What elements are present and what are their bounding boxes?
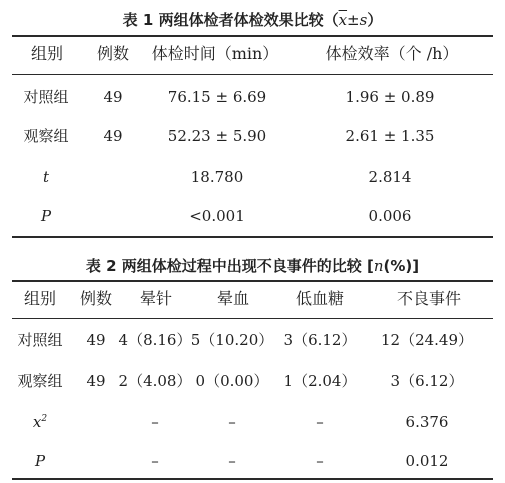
table2-cell: 0.012 [405,452,449,470]
table2-cell: 12（24.49） [380,331,474,349]
table2-header-group: 组别 [23,289,57,308]
table1-cell: 76.15 ± 6.69 [167,88,267,106]
table1-caption-sd-symbol: s [359,11,368,29]
table2-cell: 6.376 [405,413,449,431]
table2-stat-label-p: P [34,452,46,470]
table2-cell: – [228,452,236,470]
table2-cell: 3（6.12） [390,372,464,390]
table1-cell: 49 [103,88,123,106]
table1-cell: 18.780 [190,168,244,186]
table1-stat-label-t: t [42,168,50,186]
table1-caption-close: ） [367,11,383,29]
table2-cell: – [228,413,236,431]
table2-cell: 2（4.08） [118,372,192,390]
table2-header-hypoglycemia: 低血糖 [295,289,345,308]
table1-cell: 对照组 [23,88,69,106]
table1-bottom-rule [12,236,493,238]
table1-top-rule [12,35,493,37]
table1-cell: 观察组 [23,127,69,145]
table2-cell: 5（10.20） [190,331,274,349]
table1-caption-mean-symbol: $\overline{x}$ [338,11,348,29]
table2-cell: 4（8.16） [118,331,192,349]
table1-caption-pm: ± [347,11,360,29]
table2-caption-main: 两组体检过程中出现不良事件的比较 [ [121,257,374,275]
table1-cell: <0.001 [189,207,245,225]
table2-header-count: 例数 [79,289,113,308]
table1-cell: 49 [103,127,123,145]
table2-header-adverse-events: 不良事件 [396,289,462,308]
table2-bottom-rule [12,478,493,480]
table2-header-blood-faint: 晕血 [216,289,250,308]
table1-cell: 2.61 ± 1.35 [345,127,435,145]
table1-header-count: 例数 [96,44,130,63]
table1-caption [0,9,505,30]
table1-caption-main: 两组体检者体检效果比较（ [158,11,339,29]
table2-cell: 对照组 [17,331,63,349]
table2-caption-n-symbol: n [373,257,384,275]
table1-stat-label-p: P [40,207,52,225]
chi-superscript: 2 [41,414,48,424]
table1-header-efficiency: 体检效率（个 /h） [325,44,459,63]
table2-cell: 观察组 [17,372,63,390]
table1-header-time: 体检时间（min） [151,44,279,63]
table2-cell: 1（2.04） [283,372,357,390]
table1-header-group: 组别 [30,44,64,63]
table1-cell: 52.23 ± 5.90 [167,127,267,145]
table1-header-rule [12,74,493,75]
table2-stat-label-chi-square [33,413,47,431]
table1-cell: 0.006 [368,207,412,225]
chi-symbol: x [32,413,42,431]
table2-cell: – [151,413,159,431]
table2-cell: 0（0.00） [195,372,269,390]
table1-cell: 1.96 ± 0.89 [345,88,435,106]
table2-caption-prefix: 表 2 [85,257,117,275]
table2-header-needle-faint: 晕针 [139,289,173,308]
table2-cell: 3（6.12） [283,331,357,349]
table2-cell: – [151,452,159,470]
table2-top-rule [12,280,493,282]
table2-cell: – [316,452,324,470]
table2-cell: 49 [86,331,106,349]
table1-caption-prefix: 表 1 [122,11,154,29]
table2-caption [0,255,505,276]
table2-cell: – [316,413,324,431]
table1-cell: 2.814 [368,168,412,186]
table2-cell: 49 [86,372,106,390]
table2-header-rule [12,318,493,319]
table2-caption-tail: (%)] [383,257,420,275]
